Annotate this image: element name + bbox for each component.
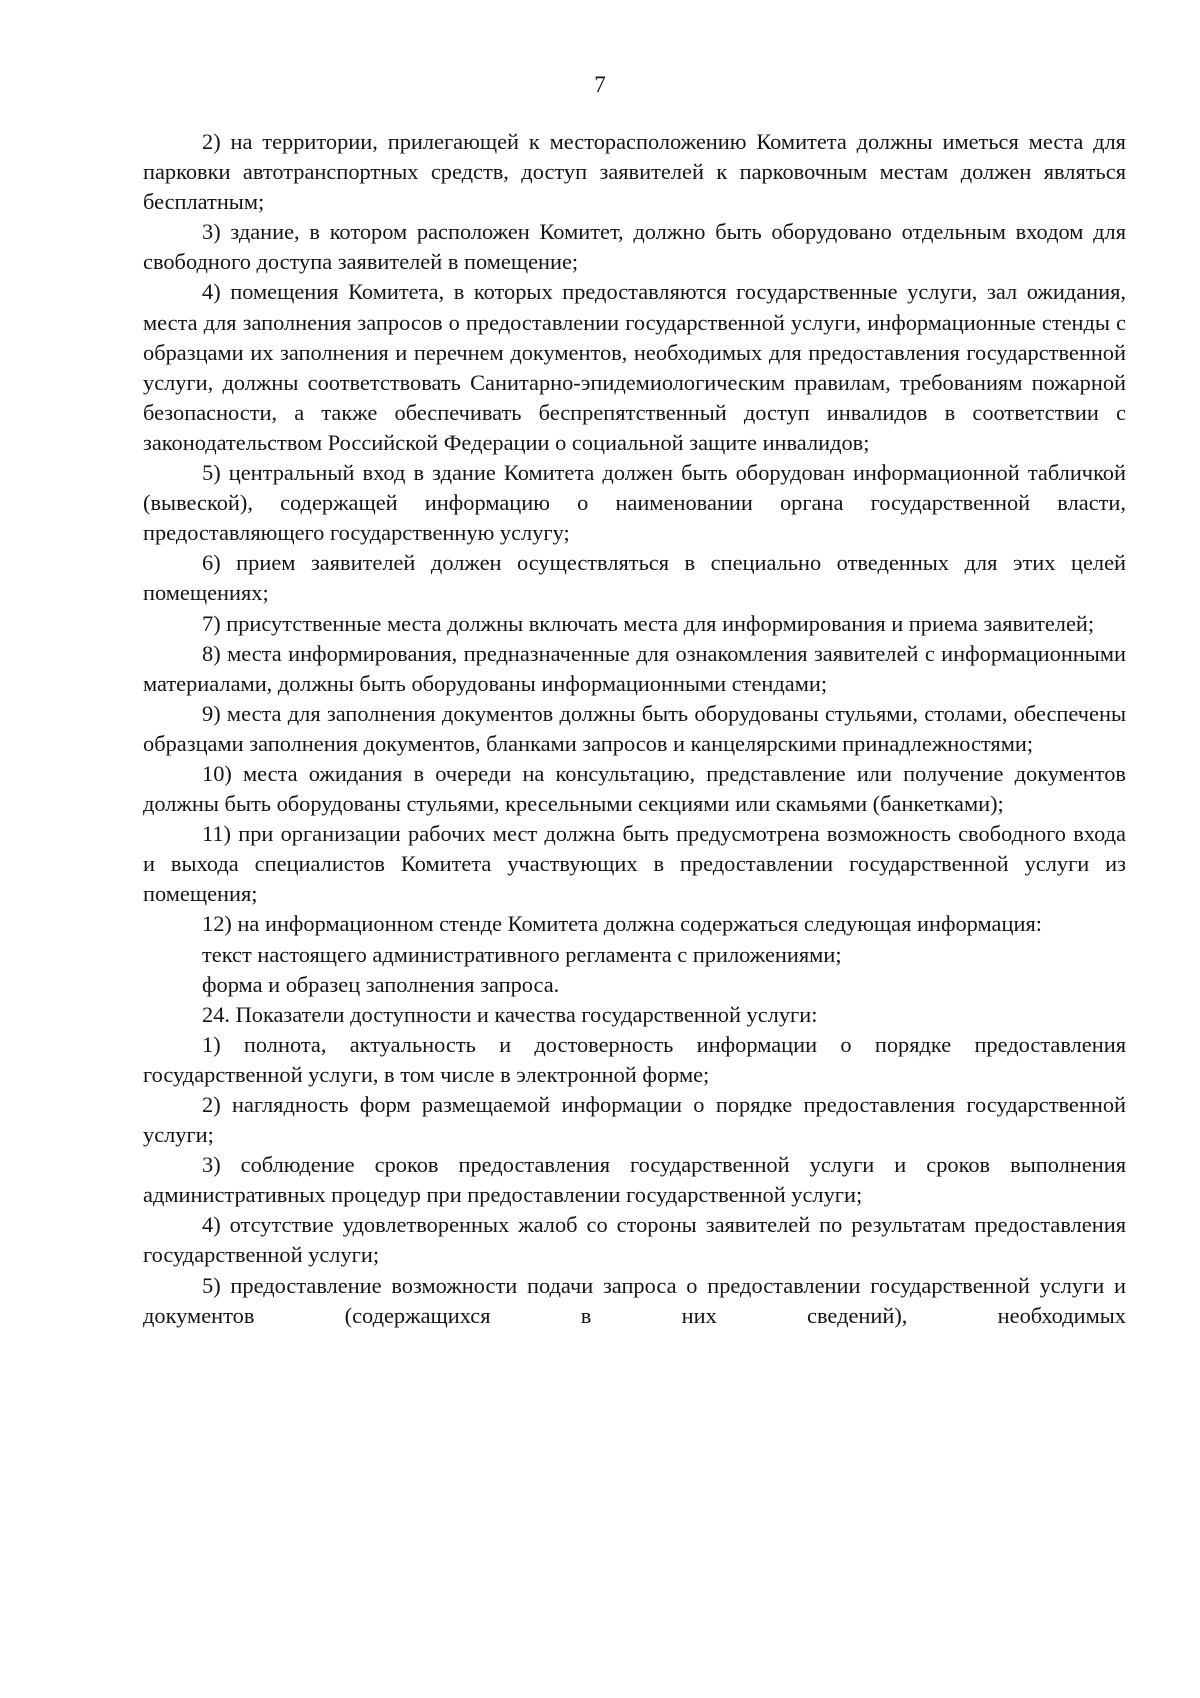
document-body [143,127,1126,1331]
paragraph-item-8-info-places: 8) места информирования, предназначенные для ознакомления заявителей с информационными материалами, должны быть оборудованы информационными стендами; [143,640,1126,696]
paragraph-item-10-waiting-places: 10) места ожидания в очереди на консультацию, представление или получение документов должны быть оборудованы стульями, кресельными секциями или скамьями (банкетками); [143,760,1126,817]
paragraph-item-12-info-stand: 12) на информационном стенде Комитета должна содержаться следующая информация: [202,911,1042,937]
paragraph-indicator-3-deadlines: 3) соблюдение сроков предоставления государственной услуги и сроков выполнения административных процедур при предоставлении государственной услуги; [143,1152,1126,1208]
paragraph-indicator-4-complaints: 4) отсутствие удовлетворенных жалоб со стороны заявителей по результатам предоставления государственной услуги; [143,1212,1126,1268]
paragraph-item-2-parking: 2) на территории, прилегающей к месторасположению Комитета должны иметься места для парковки автотранспортных средств, доступ заявителей к парковочным местам должен являться бесплатным; [143,129,1126,215]
paragraph-indicator-1-completeness: 1) полнота, актуальность и достоверность информации о порядке предоставления государственной услуги, в том числе в электронной форме; [143,1031,1126,1087]
paragraph-stand-regulation-text: текст настоящего административного регламента с приложениями; [202,941,842,967]
paragraph-item-7-public-places: 7) присутственные места должны включать места для информирования и приема заявителей; [202,610,1095,636]
paragraph-item-3-entrance: 3) здание, в котором расположен Комитет, должно быть оборудовано отдельным входом для свободного доступа заявителей в помещение; [143,219,1126,275]
paragraph-section-24-heading: 24. Показатели доступности и качества государственной услуги: [202,1001,818,1027]
paragraph-item-4-premises: 4) помещения Комитета, в которых предоставляются государственные услуги, зал ожидания, места для заполнения запросов о предоставлении государственной услуги, информационные стенды с образцами их заполнения и перечнем документов, необходимых для предоставления государственной услуги, должны соответствовать Санитарно-эпидемиологическим правилам, требованиям пожарной безопасности, а также обеспечивать беспрепятственный доступ инвалидов в соответствии с законодательством Российской Федерации о социальной защите инвалидов; [143,279,1126,455]
page-number: 7 [594,72,606,97]
paragraph-item-11-workplaces: 11) при организации рабочих мест должна быть предусмотрена возможность свободного входа и выхода специалистов Комитета участвующих в предоставлении государственной услуги из помещения; [143,821,1126,907]
paragraph-item-9-filling-places: 9) места для заполнения документов должны быть оборудованы стульями, столами, обеспечены образцами заполнения документов, бланками запросов и канцелярскими принадлежностями; [143,700,1126,756]
paragraph-item-5-signage: 5) центральный вход в здание Комитета должен быть оборудован информационной табличкой (вывеской), содержащей информацию о наименовании органа государственной власти, предоставляющего государственную услугу; [143,460,1126,546]
paragraph-indicator-5-submission: 5) предоставление возможности подачи запроса о предоставлении государственной услуги и документов (содержащихся в них сведений), необходимых [143,1272,1126,1328]
paragraph-indicator-2-clarity: 2) наглядность форм размещаемой информации о порядке предоставления государственной услуги; [143,1092,1126,1148]
paragraph-item-6-reception: 6) прием заявителей должен осуществляться в специально отведенных для этих целей помещениях; [143,550,1126,606]
paragraph-stand-request-form: форма и образец заполнения запроса. [202,971,560,997]
